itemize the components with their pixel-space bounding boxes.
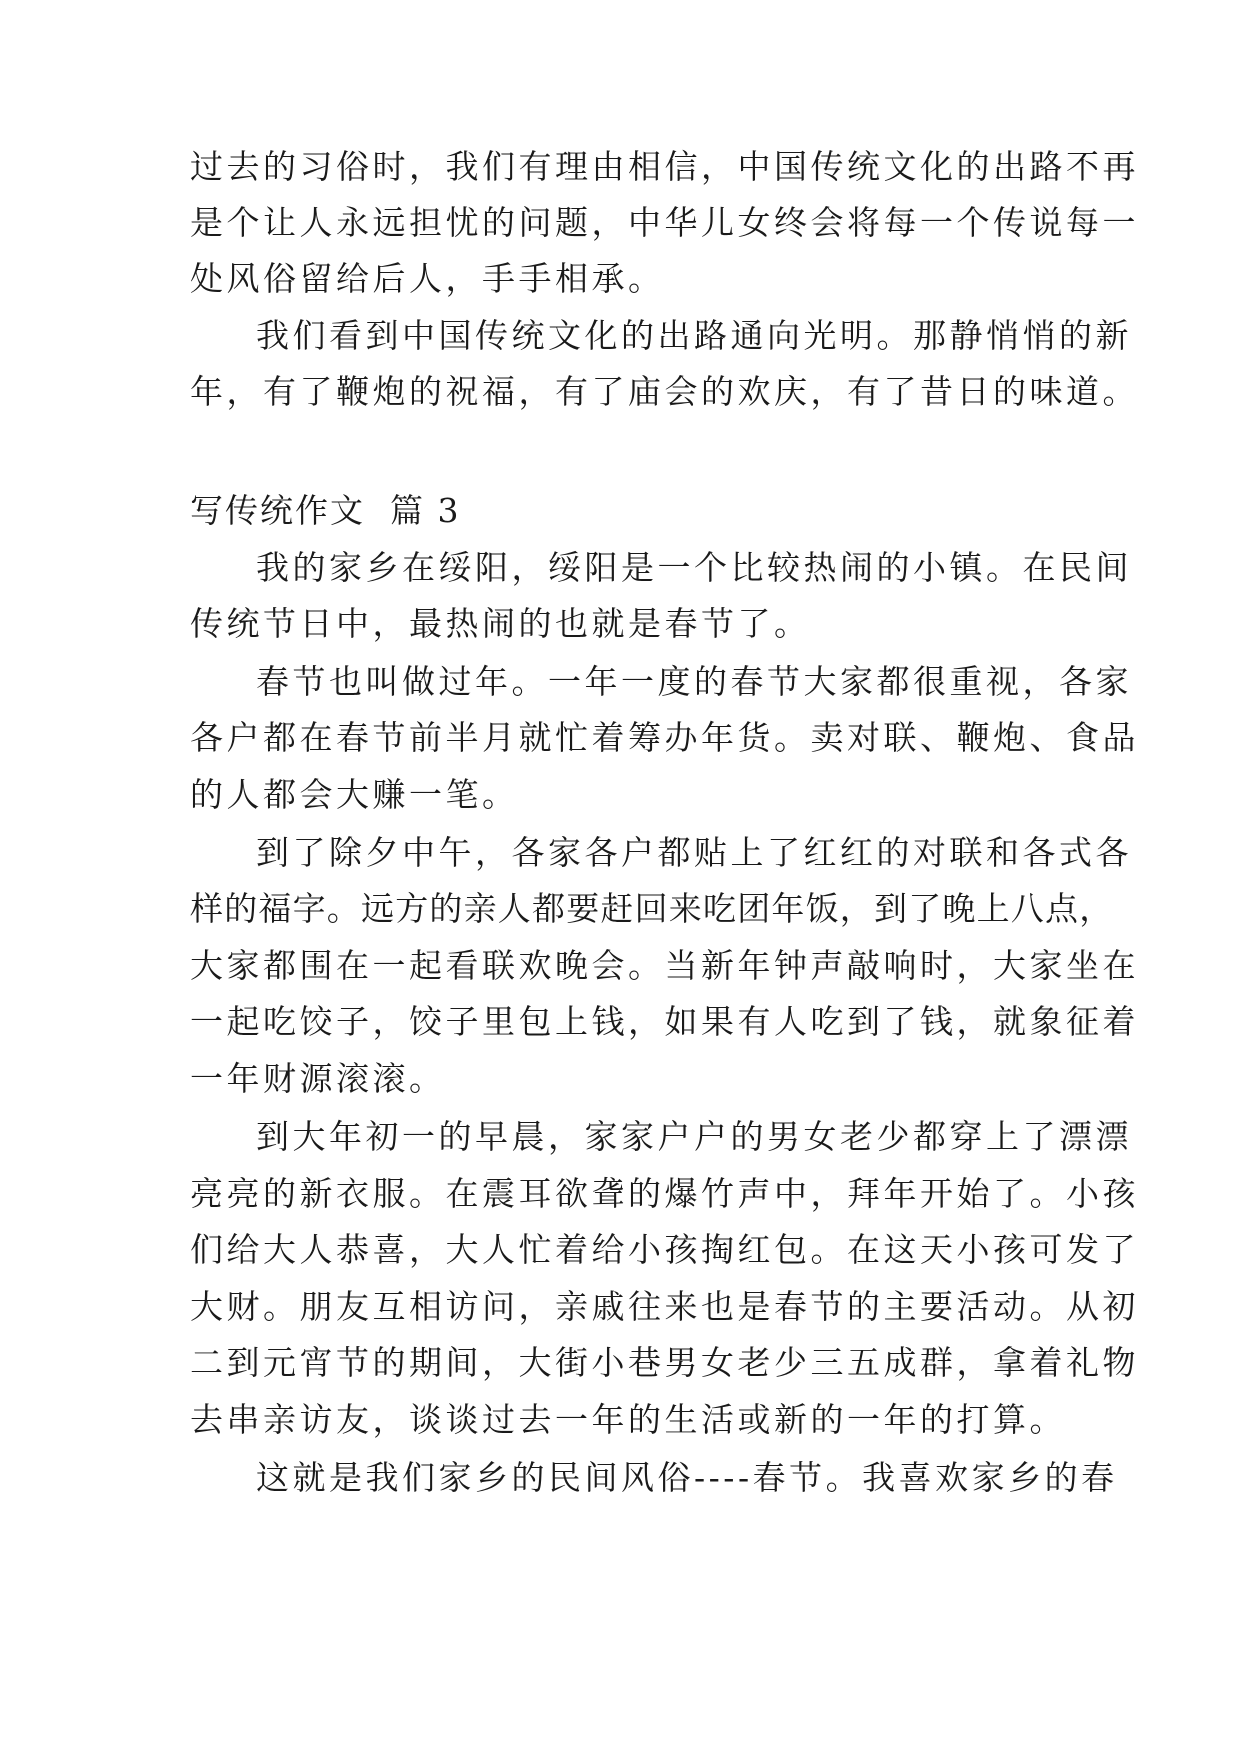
text-line: 去串亲访友，谈谈过去一年的生活或新的一年的打算。 [190, 1400, 1066, 1439]
text-line: 各户都在春节前半月就忙着筹办年货。卖对联、鞭炮、食品 [190, 718, 1139, 757]
text-line: 春节也叫做过年。一年一度的春节大家都很重视，各家 [256, 662, 1132, 701]
text-line: 是个让人永远担忧的问题，中华儿女终会将每一个传说每一 [190, 203, 1139, 242]
text-line: 一年财源滚滚。 [190, 1059, 446, 1098]
text-line: 大财。朋友互相访问，亲戚往来也是春节的主要活动。从初 [190, 1287, 1139, 1326]
text-line: 到大年初一的早晨，家家户户的男女老少都穿上了漂漂 [256, 1117, 1132, 1156]
text-line: 年，有了鞭炮的祝福，有了庙会的欢庆，有了昔日的味道。 [190, 372, 1139, 411]
text-line: 大家都围在一起看联欢晚会。当新年钟声敲响时，大家坐在 [190, 946, 1139, 985]
section-heading: 写传统作文 篇 3 [190, 491, 461, 530]
text-line: 亮亮的新衣服。在震耳欲聋的爆竹声中，拜年开始了。小孩 [190, 1174, 1139, 1213]
text-line: 我们看到中国传统文化的出路通向光明。那静悄悄的新 [256, 316, 1132, 355]
text-line: 的人都会大赚一笔。 [190, 775, 519, 814]
text-line: 这就是我们家乡的民间风俗----春节。我喜欢家乡的春 [256, 1458, 1118, 1497]
text-line: 一起吃饺子，饺子里包上钱，如果有人吃到了钱，就象征着 [190, 1002, 1139, 1041]
text-line: 传统节日中，最热闹的也就是春节了。 [190, 604, 811, 643]
text-line: 到了除夕中午，各家各户都贴上了红红的对联和各式各 [256, 833, 1132, 872]
text-line: 样的福字。远方的亲人都要赶回来吃团年饭，到了晚上八点， [190, 889, 1114, 928]
text-line: 我的家乡在绥阳，绥阳是一个比较热闹的小镇。在民间 [256, 548, 1132, 587]
text-line: 处风俗留给后人，手手相承。 [190, 259, 665, 298]
text-line: 们给大人恭喜，大人忙着给小孩掏红包。在这天小孩可发了 [190, 1230, 1139, 1269]
text-line: 过去的习俗时，我们有理由相信，中国传统文化的出路不再 [190, 147, 1139, 186]
text-line: 二到元宵节的期间，大街小巷男女老少三五成群，拿着礼物 [190, 1343, 1139, 1382]
